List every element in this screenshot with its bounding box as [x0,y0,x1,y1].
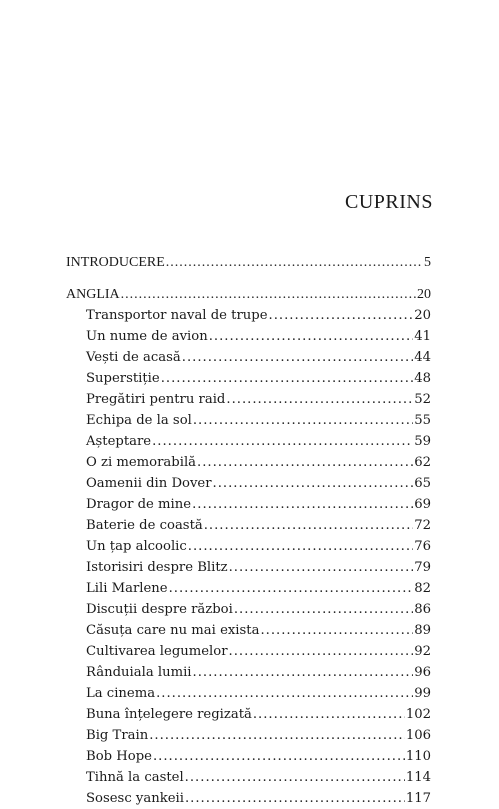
toc-entry [66,725,431,746]
toc-entry [66,683,431,704]
toc-entry-label: Vești de acasă [86,350,181,365]
toc-page-number: 65 [414,476,431,491]
toc-entry-label: Big Train [86,728,149,743]
dot-leader [156,683,413,704]
toc-entry [66,599,431,620]
toc-entry-label: Așteptare [86,434,152,449]
toc-entry-label: Transportor naval de trupe [86,308,268,323]
toc-entry [66,767,431,788]
dot-leader [213,473,414,494]
toc-entry-label: Un țap alcoolic [86,539,187,554]
toc-entry [66,704,431,725]
dot-leader [197,452,413,473]
toc-page-number: 117 [405,791,431,806]
toc-entry-label: La cinema [86,686,156,701]
toc-entry [66,473,431,494]
toc-entry [66,536,431,557]
toc-entry [66,368,431,389]
toc-page-number: 62 [414,455,431,470]
toc-page-number: 5 [424,255,431,270]
toc-page-number: 59 [414,434,431,449]
toc-entry-label: Oamenii din Dover [86,476,212,491]
dot-leader [166,252,423,273]
toc-page-number: 82 [414,581,431,596]
toc-entry-label: Discuții despre război [86,602,233,617]
toc-entry-label: Baterie de coastă [86,518,203,533]
toc-page-number: 55 [414,413,431,428]
toc-page-number: 41 [414,329,431,344]
toc-entry [66,326,431,347]
dot-leader [152,431,413,452]
toc-section-label: INTRODUCERE [66,255,165,270]
toc-entry [66,578,431,599]
toc-entry-label: Sosesc yankeii [86,791,184,806]
toc-entry-label: Bob Hope [86,749,152,764]
toc-page-number: 89 [414,623,431,638]
dot-leader [185,788,405,809]
toc-entry [66,389,431,410]
dot-leader [153,746,405,767]
toc-page-number: 76 [414,539,431,554]
toc-page-number: 92 [414,644,431,659]
dot-leader [229,557,414,578]
toc-entry-label: O zi memorabilă [86,455,197,470]
toc-page-number: 48 [414,371,431,386]
toc-entry [66,557,431,578]
toc-entry [66,410,431,431]
toc-page-number: 44 [414,350,431,365]
toc-page-number: 86 [414,602,431,617]
toc-entry-label: Tihnă la castel [86,770,184,785]
toc-page-number: 72 [414,518,431,533]
dot-leader [269,305,414,326]
toc-entry-label: Lili Marlene [86,581,168,596]
dot-leader [209,326,414,347]
toc-entry [66,431,431,452]
toc-page-number: 20 [414,308,431,323]
dot-leader [204,515,413,536]
dot-leader [226,389,413,410]
dot-leader [229,641,414,662]
dot-leader [149,725,405,746]
toc-entry-label: Echipa de la sol [86,413,192,428]
dot-leader [121,284,416,305]
toc-entry [66,305,431,326]
toc-page-number: 69 [414,497,431,512]
toc-entry-label: Superstiție [86,371,160,386]
toc-entry-label: Rânduiala lumii [86,665,192,680]
toc-entry [66,641,431,662]
toc-entry-label: Căsuța care nu mai exista [86,623,260,638]
toc-entry [66,662,431,683]
toc-entry [66,746,431,767]
toc-entry [66,494,431,515]
toc-section-anglia [66,284,431,305]
toc-section-label: ANGLIA [66,287,120,302]
toc-page-number: 79 [414,560,431,575]
dot-leader [193,662,414,683]
toc-page-number: 52 [414,392,431,407]
toc-entry [66,515,431,536]
toc-page-number: 96 [414,665,431,680]
table-of-contents [66,252,431,809]
toc-entry-label: Pregătiri pentru raid [86,392,226,407]
toc-page-number: 20 [417,287,431,302]
toc-entry-label: Dragor de mine [86,497,192,512]
dot-leader [192,494,413,515]
dot-leader [185,767,405,788]
toc-page-number: 106 [405,728,431,743]
toc-entry [66,347,431,368]
dot-leader [169,578,414,599]
dot-leader [182,347,413,368]
toc-entry [66,620,431,641]
dot-leader [253,704,405,725]
dot-leader [234,599,413,620]
toc-page-number: 99 [414,686,431,701]
dot-leader [161,368,414,389]
toc-page-number: 114 [405,770,431,785]
dot-leader [193,410,413,431]
toc-page-number: 102 [405,707,431,722]
dot-leader [188,536,413,557]
toc-entry-label: Un nume de avion [86,329,208,344]
dot-leader [260,620,413,641]
toc-entry-label: Istorisiri despre Blitz [86,560,228,575]
toc-entry [66,788,431,809]
toc-entry [66,452,431,473]
toc-page-number: 110 [405,749,431,764]
toc-entry-label: Cultivarea legumelor [86,644,228,659]
toc-section-introducere [66,252,431,273]
toc-entry-label: Buna înțelegere regizată [86,707,252,722]
page-title: CUPRINS [345,191,433,213]
